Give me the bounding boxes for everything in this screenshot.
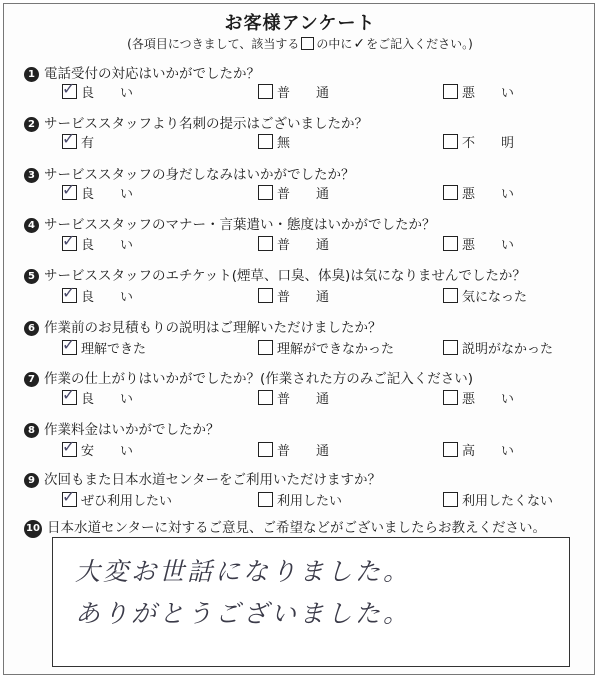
checkbox[interactable] — [62, 340, 77, 355]
checkbox[interactable] — [258, 340, 273, 355]
q8-option-normal[interactable] — [258, 440, 355, 459]
question-text: サービススタッフのマナー・言葉遣い・態度はいかがでしたか？ — [44, 217, 436, 233]
comment-textarea[interactable] — [52, 537, 570, 667]
q4-option-good[interactable] — [62, 234, 159, 253]
q3-option-good[interactable] — [62, 183, 159, 202]
survey-title: お客様アンケート — [224, 13, 376, 34]
checkbox[interactable] — [443, 492, 458, 507]
q2-option-no[interactable] — [258, 132, 290, 151]
option-label: 悪い — [462, 86, 541, 101]
option-label: 悪い — [462, 238, 541, 253]
checkbox[interactable] — [258, 236, 273, 251]
option-label: 良い — [81, 86, 160, 101]
question-number-badge: 5 — [24, 269, 39, 284]
question-2 — [24, 112, 368, 132]
q9-option-yes[interactable] — [258, 490, 342, 509]
checkbox[interactable] — [258, 442, 273, 457]
checkmark-icon: ✓ — [353, 36, 366, 52]
question-text: 作業前のお見積もりの説明はご理解いただけましたか？ — [44, 320, 382, 336]
option-label: 有 — [81, 136, 95, 151]
checkbox[interactable] — [258, 134, 273, 149]
checkbox[interactable] — [258, 185, 273, 200]
option-label: 利用したい — [277, 494, 343, 509]
option-label: 無 — [277, 136, 291, 151]
q5-option-normal[interactable] — [258, 286, 355, 305]
q7-option-bad[interactable] — [443, 388, 540, 407]
question-6 — [24, 316, 382, 336]
checkbox[interactable] — [443, 340, 458, 355]
question-number-badge: 8 — [24, 423, 39, 438]
option-label: 良い — [81, 290, 160, 305]
checkbox[interactable] — [258, 492, 273, 507]
checkbox[interactable] — [62, 84, 77, 99]
question-number-badge: 10 — [24, 520, 42, 538]
instruction-middle: の中に — [316, 37, 353, 51]
question-text: 電話受付の対応はいかがでしたか？ — [44, 66, 260, 82]
option-label: 説明がなかった — [462, 342, 554, 357]
question-8 — [24, 418, 220, 438]
question-10 — [24, 516, 546, 538]
q7-option-good[interactable] — [62, 388, 159, 407]
option-label: 理解ができなかった — [277, 342, 395, 357]
checkbox[interactable] — [62, 492, 77, 507]
question-text: サービススタッフのエチケット(煙草、口臭、体臭)は気になりませんでしたか？ — [44, 268, 526, 284]
question-text: 日本水道センターに対するご意見、ご希望などがございましたらお教えください。 — [47, 520, 546, 536]
question-number-badge: 3 — [24, 168, 39, 183]
checkbox[interactable] — [443, 236, 458, 251]
checkbox[interactable] — [62, 442, 77, 457]
option-label: 悪い — [462, 187, 541, 202]
q5-option-good[interactable] — [62, 286, 159, 305]
question-number-badge: 4 — [24, 218, 39, 233]
question-1 — [24, 62, 260, 82]
option-label: 良い — [81, 238, 160, 253]
question-text: 作業料金はいかがでしたか？ — [44, 422, 220, 438]
q3-option-normal[interactable] — [258, 183, 355, 202]
question-text: 作業の仕上がりはいかがでしたか？(作業された方のみご記入ください) — [44, 371, 474, 387]
q6-option-understood[interactable] — [62, 338, 146, 357]
q2-option-unknown[interactable] — [443, 132, 540, 151]
checkbox[interactable] — [62, 236, 77, 251]
question-9 — [24, 468, 381, 488]
question-number-badge: 9 — [24, 473, 39, 488]
option-label: ぜひ利用したい — [81, 494, 173, 509]
checkbox[interactable] — [62, 185, 77, 200]
checkbox[interactable] — [62, 288, 77, 303]
checkbox[interactable] — [443, 185, 458, 200]
q6-option-no-explanation[interactable] — [443, 338, 553, 357]
q6-option-not-understood[interactable] — [258, 338, 394, 357]
question-number-badge: 1 — [24, 67, 39, 82]
question-5 — [24, 264, 526, 284]
q1-option-good[interactable] — [62, 82, 159, 101]
option-label: 理解できた — [81, 342, 147, 357]
q4-option-normal[interactable] — [258, 234, 355, 253]
q9-option-no[interactable] — [443, 490, 553, 509]
instruction-before: (各項目につきまして、該当する — [127, 37, 300, 51]
q8-option-cheap[interactable] — [62, 440, 159, 459]
checkbox[interactable] — [443, 134, 458, 149]
checkbox[interactable] — [443, 84, 458, 99]
option-label: 高い — [462, 444, 541, 459]
q1-option-normal[interactable] — [258, 82, 355, 101]
question-text: サービススタッフより名刺の提示はございましたか？ — [44, 116, 368, 132]
q2-option-yes[interactable] — [62, 132, 94, 151]
handwritten-comment-line-1: 大変お世話になりました。 — [75, 557, 412, 586]
q3-option-bad[interactable] — [443, 183, 540, 202]
question-text: サービススタッフの身だしなみはいかがでしたか？ — [44, 167, 355, 183]
checkbox[interactable] — [258, 288, 273, 303]
option-label: 安い — [81, 444, 160, 459]
checkbox[interactable] — [443, 390, 458, 405]
question-7 — [24, 367, 473, 387]
option-label: 普通 — [277, 290, 356, 305]
option-label: 良い — [81, 392, 160, 407]
question-number-badge: 6 — [24, 321, 39, 336]
checkbox[interactable] — [62, 134, 77, 149]
instruction-after: をご記入ください。) — [366, 37, 473, 51]
question-number-badge: 2 — [24, 117, 39, 132]
checkbox[interactable] — [62, 390, 77, 405]
sample-checkbox-icon — [301, 37, 314, 50]
instruction-text — [0, 35, 600, 52]
option-label: 利用したくない — [462, 494, 554, 509]
checkbox[interactable] — [443, 442, 458, 457]
option-label: 悪い — [462, 392, 541, 407]
q7-option-normal[interactable] — [258, 388, 355, 407]
option-label: 普通 — [277, 187, 356, 202]
q8-option-expensive[interactable] — [443, 440, 540, 459]
q4-option-bad[interactable] — [443, 234, 540, 253]
q5-option-bothered[interactable] — [443, 286, 527, 305]
option-label: 不明 — [462, 136, 541, 151]
option-label: 気になった — [462, 290, 528, 305]
checkbox[interactable] — [443, 288, 458, 303]
option-label: 普通 — [277, 238, 356, 253]
checkbox[interactable] — [258, 84, 273, 99]
question-4 — [24, 213, 436, 233]
question-text: 次回もまた日本水道センターをご利用いただけますか？ — [44, 472, 381, 488]
q9-option-definitely[interactable] — [62, 490, 172, 509]
checkbox[interactable] — [258, 390, 273, 405]
option-label: 普通 — [277, 86, 356, 101]
option-label: 普通 — [277, 444, 356, 459]
question-number-badge: 7 — [24, 372, 39, 387]
q1-option-bad[interactable] — [443, 82, 540, 101]
option-label: 普通 — [277, 392, 356, 407]
handwritten-comment-line-2: ありがとうございました。 — [75, 599, 412, 628]
option-label: 良い — [81, 187, 160, 202]
